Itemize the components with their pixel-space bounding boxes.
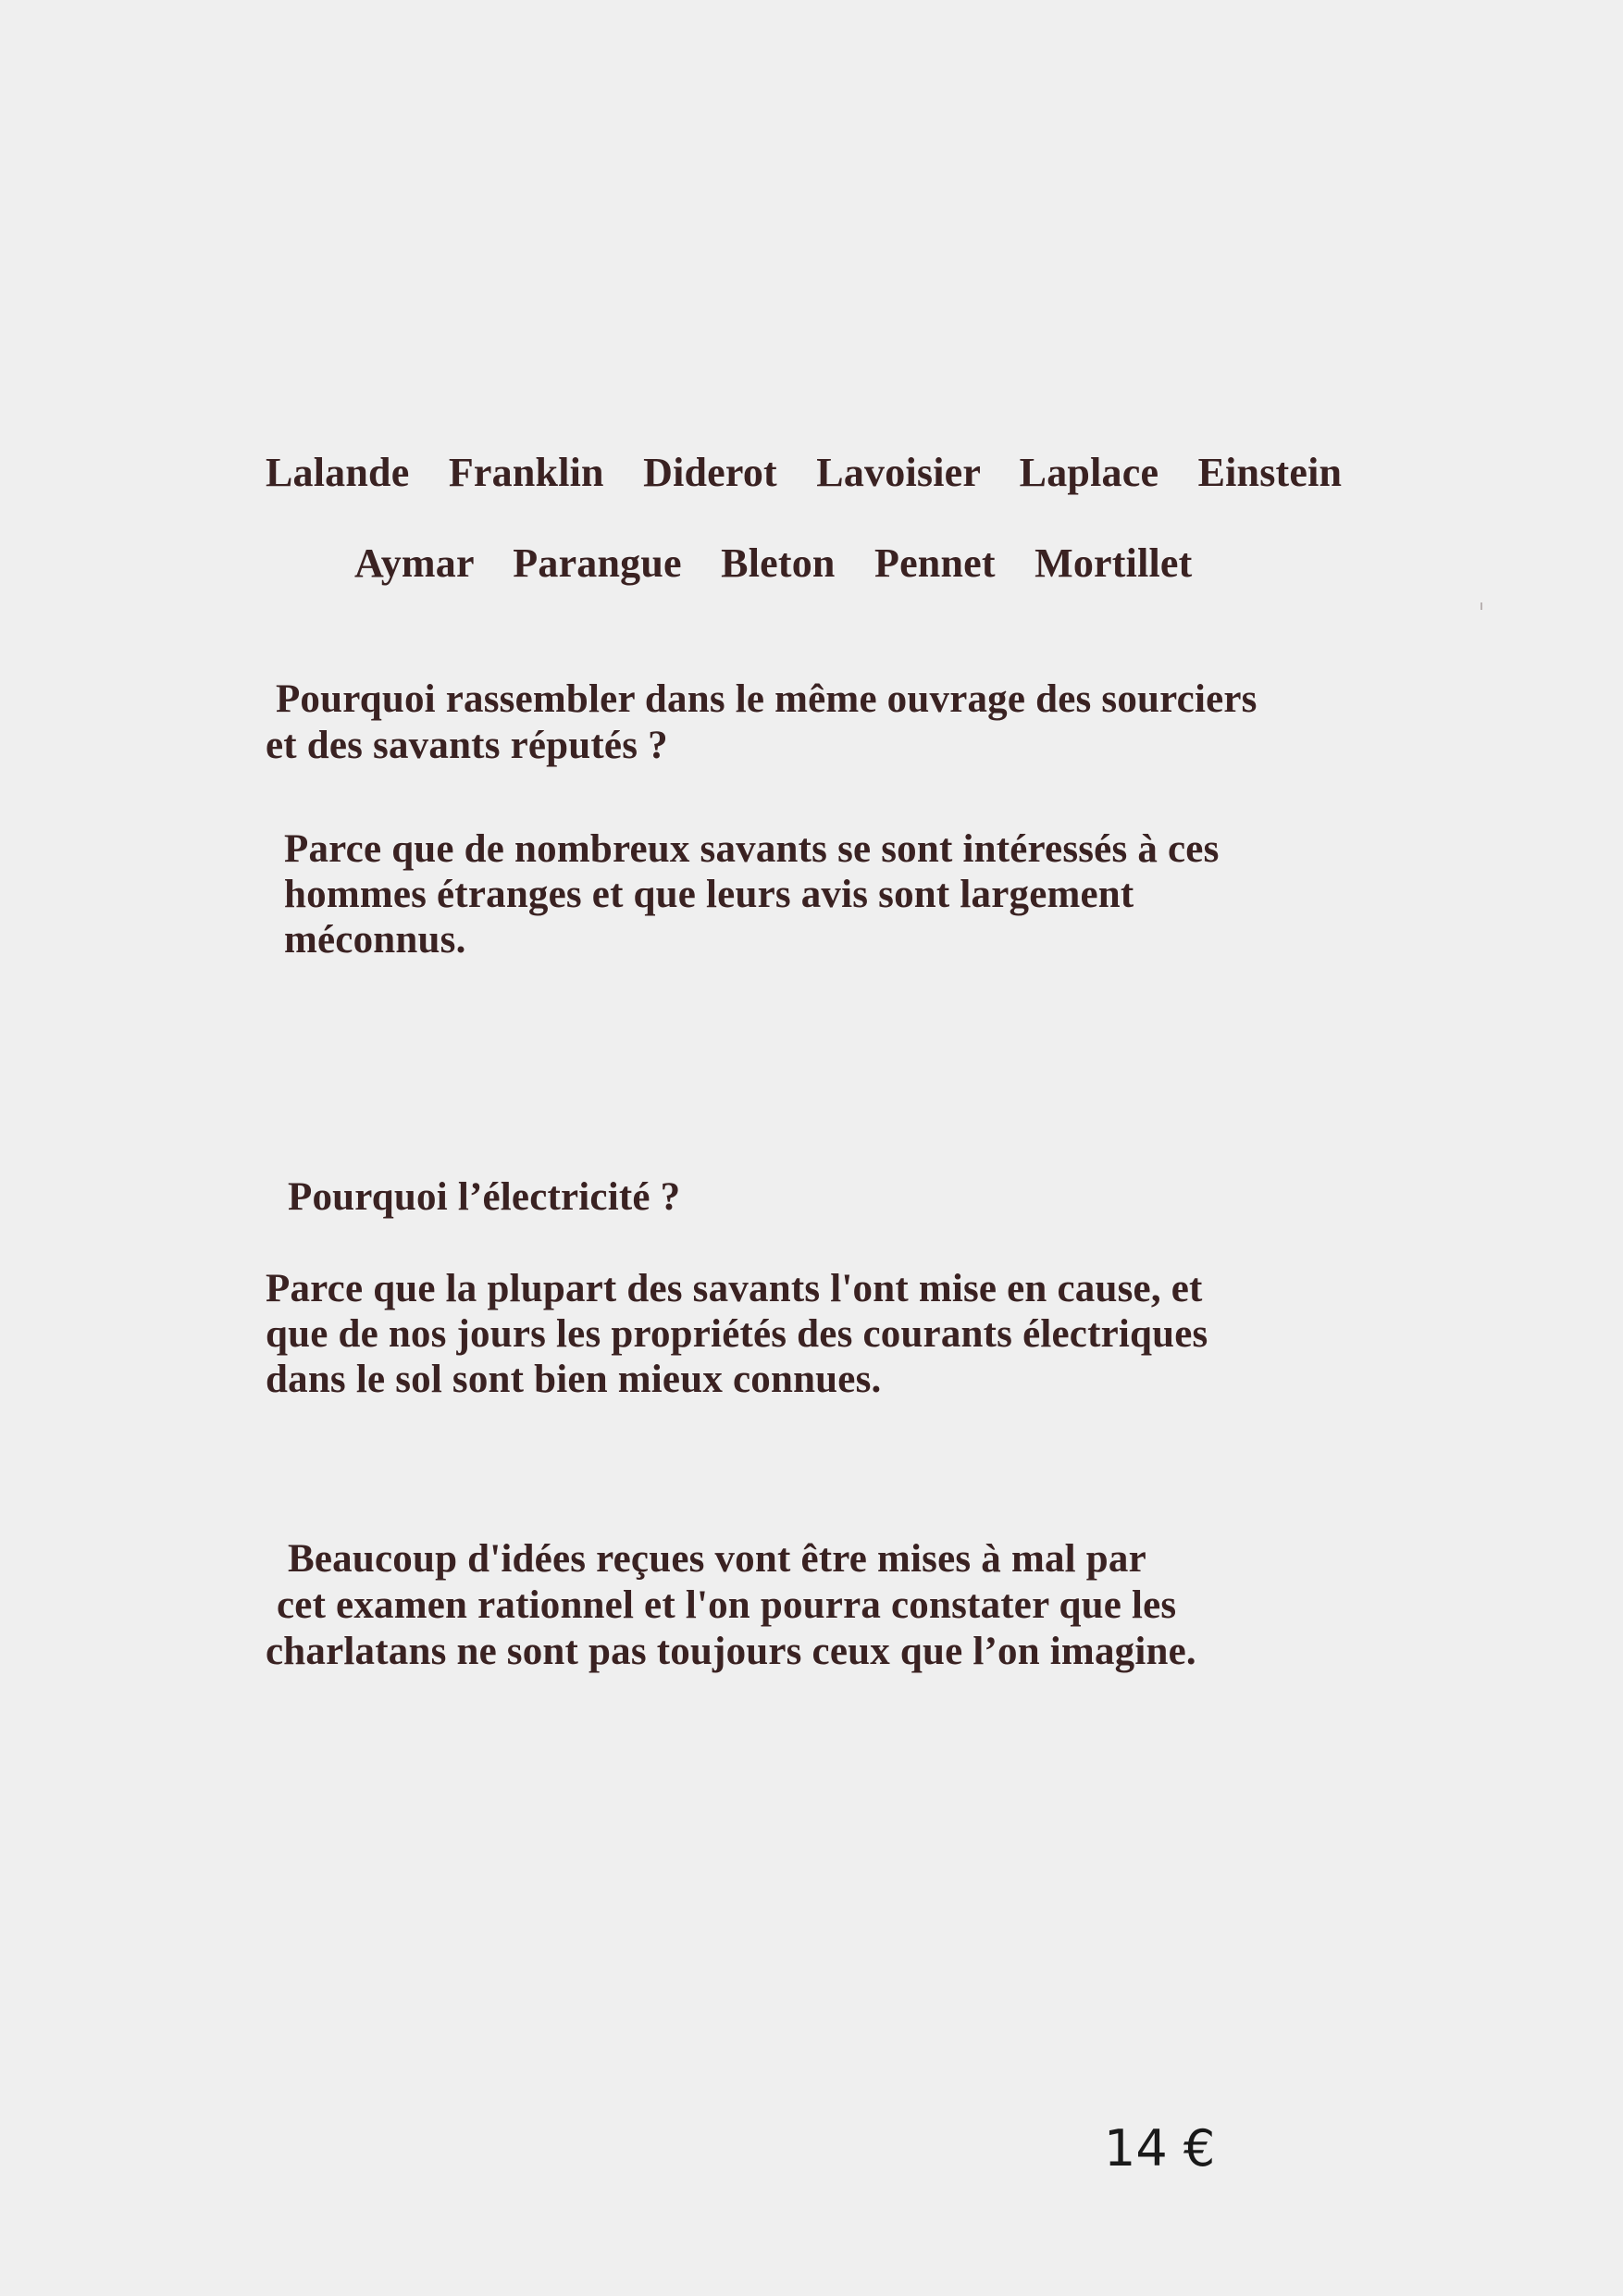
answer-1-line-2: hommes étranges et que leurs avis sont largement (284, 873, 1134, 916)
answer-1-line-1: Parce que de nombreux savants se sont intéressés à ces (284, 827, 1220, 871)
answer-1-line-3: méconnus. (284, 918, 466, 962)
question-1-line-2: et des savants réputés ? (266, 724, 668, 767)
conclusion-line-3: charlatans ne sont pas toujours ceux que l’on imagine. (266, 1630, 1196, 1673)
scan-speck (1481, 602, 1482, 610)
answer-2-line-1: Parce que la plupart des savants l'ont mise en cause, et (266, 1267, 1203, 1310)
price-label: 14 € (1104, 2119, 1216, 2178)
answer-2-line-2: que de nos jours les propriétés des courants électriques (266, 1312, 1208, 1356)
dowsers-names-line: Aymar Parangue Bleton Pennet Mortillet (354, 540, 1193, 586)
conclusion-line-1: Beaucoup d'idées reçues vont être mises à mal par (288, 1537, 1146, 1581)
question-1-line-1: Pourquoi rassembler dans le même ouvrage des sourciers (266, 677, 1258, 721)
conclusion-line-2: cet examen rationnel et l'on pourra constater que les (277, 1583, 1177, 1627)
scientists-names-line: Lalande Franklin Diderot Lavoisier Laplace Einstein (266, 450, 1343, 495)
answer-2-line-3: dans le sol sont bien mieux connues. (266, 1358, 882, 1401)
question-2: Pourquoi l’électricité ? (288, 1175, 681, 1219)
